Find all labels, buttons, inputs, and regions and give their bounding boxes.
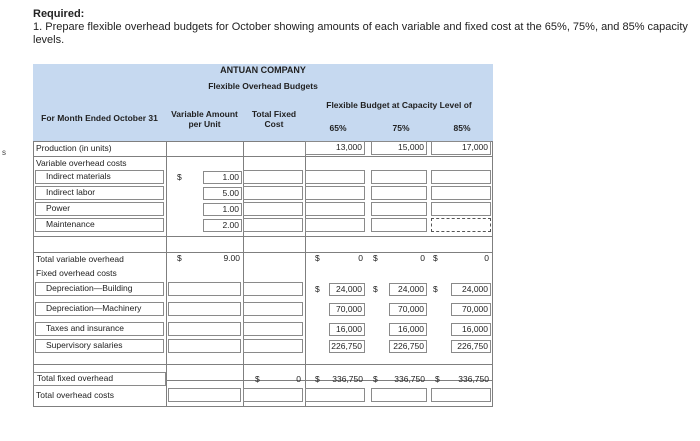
production-75-input[interactable]: 15,000 [371,141,427,155]
flexible-budget-table [33,64,493,407]
total-overhead-fixed-input[interactable] [243,388,303,402]
dollar-sign: $ [435,374,440,384]
power-fixed-input[interactable] [243,202,303,216]
indirect-labor-rate-input[interactable]: 5.00 [203,187,242,200]
dollar-sign: $ [255,374,260,384]
total-overhead-75-input[interactable] [371,388,427,402]
dollar-sign: $ [315,253,320,263]
depr-building-65-input[interactable]: 24,000 [329,283,365,296]
taxes-fixed-input[interactable] [243,322,303,336]
maintenance-65-input[interactable] [305,218,365,232]
total-variable-75: 0 [420,253,425,263]
indirect-labor-label[interactable]: Indirect labor [35,186,164,200]
power-85-input[interactable] [431,202,491,216]
salaries-85-input[interactable]: 226,750 [451,340,491,353]
salaries-75-input[interactable]: 226,750 [389,340,427,353]
depr-machinery-75-input[interactable]: 70,000 [389,303,427,316]
power-rate-input[interactable]: 1.00 [203,203,242,216]
salaries-label[interactable]: Supervisory salaries [35,339,164,353]
level-85-header: 85% [431,115,493,141]
fixed-cost-header: Total Fixed Cost [243,95,305,141]
production-label: Production (in units) [36,143,112,153]
depr-machinery-fixed-input[interactable] [243,302,303,316]
indirect-labor-fixed-input[interactable] [243,186,303,200]
depr-machinery-label[interactable]: Depreciation—Machinery [35,302,164,316]
maintenance-rate-input[interactable]: 2.00 [203,219,242,232]
total-fixed-label[interactable]: Total fixed overhead [33,372,166,386]
depr-machinery-65-input[interactable]: 70,000 [329,303,365,316]
depr-building-85-input[interactable]: 24,000 [451,283,491,296]
side-marker: s [2,148,6,157]
dollar-sign: $ [373,284,378,294]
indirect-labor-75-input[interactable] [371,186,427,200]
required-heading: Required: [33,8,85,20]
taxes-75-input[interactable]: 16,000 [389,323,427,336]
indirect-labor-65-input[interactable] [305,186,365,200]
variable-amount-header: Variable Amount per Unit [166,95,243,141]
fixed-costs-label: Fixed overhead costs [36,268,117,278]
total-fixed-85: 336,750 [458,374,489,384]
dollar-sign: $ [433,284,438,294]
dollar-sign: $ [315,374,320,384]
dollar-sign: $ [315,284,320,294]
indirect-materials-85-input[interactable] [431,170,491,184]
dollar-sign: $ [373,374,378,384]
production-85-input[interactable]: 17,000 [431,141,491,155]
level-65-header: 65% [305,115,371,141]
indirect-materials-75-input[interactable] [371,170,427,184]
flex-budget-header: Flexible Budget at Capacity Level of [305,95,493,115]
period-header: For Month Ended October 31 [33,95,166,141]
salaries-65-input[interactable]: 226,750 [329,340,365,353]
depr-building-rate-input[interactable] [168,282,241,296]
dollar-sign: $ [177,253,182,263]
total-fixed-75: 336,750 [394,374,425,384]
level-75-header: 75% [371,115,431,141]
total-variable-rate: 9.00 [223,253,240,263]
maintenance-label[interactable]: Maintenance [35,218,164,232]
total-variable-label: Total variable overhead [36,254,124,264]
taxes-85-input[interactable]: 16,000 [451,323,491,336]
total-overhead-label: Total overhead costs [36,390,114,400]
total-overhead-rate-input[interactable] [168,388,241,402]
maintenance-85-input[interactable] [431,218,491,232]
depr-machinery-rate-input[interactable] [168,302,241,316]
total-overhead-85-input[interactable] [431,388,491,402]
indirect-materials-fixed-input[interactable] [243,170,303,184]
salaries-fixed-input[interactable] [243,339,303,353]
taxes-65-input[interactable]: 16,000 [329,323,365,336]
instruction-text: 1. Prepare flexible overhead budgets for October showing amounts of each variable and fixed cost at the 65%, 75%, and 85% capacity levels. [33,21,688,46]
total-variable-65: 0 [358,253,363,263]
indirect-materials-rate-input[interactable]: 1.00 [203,171,242,184]
indirect-labor-85-input[interactable] [431,186,491,200]
salaries-rate-input[interactable] [168,339,241,353]
production-65-input[interactable]: 13,000 [305,141,365,155]
power-65-input[interactable] [305,202,365,216]
dollar-sign: $ [373,253,378,263]
indirect-materials-label[interactable]: Indirect materials [35,170,164,184]
indirect-materials-65-input[interactable] [305,170,365,184]
power-75-input[interactable] [371,202,427,216]
company-name: ANTUAN COMPANY [33,64,493,77]
total-fixed-65: 336,750 [332,374,363,384]
power-label[interactable]: Power [35,202,164,216]
maintenance-75-input[interactable] [371,218,427,232]
total-overhead-65-input[interactable] [305,388,365,402]
table-subtitle: Flexible Overhead Budgets [33,77,493,95]
dollar-sign: $ [177,172,182,182]
total-variable-85: 0 [484,253,489,263]
depr-building-label[interactable]: Depreciation—Building [35,282,164,296]
depr-machinery-85-input[interactable]: 70,000 [451,303,491,316]
depr-building-75-input[interactable]: 24,000 [389,283,427,296]
maintenance-fixed-input[interactable] [243,218,303,232]
total-fixed-cost: 0 [296,374,301,384]
variable-costs-label: Variable overhead costs [36,158,127,168]
taxes-label[interactable]: Taxes and insurance [35,322,164,336]
taxes-rate-input[interactable] [168,322,241,336]
depr-building-fixed-input[interactable] [243,282,303,296]
dollar-sign: $ [433,253,438,263]
